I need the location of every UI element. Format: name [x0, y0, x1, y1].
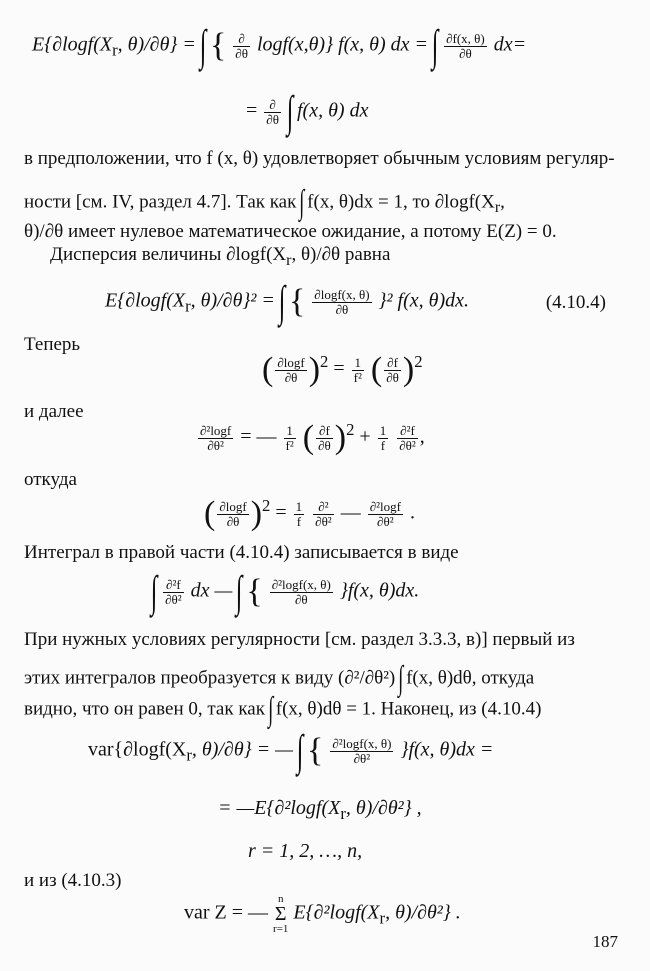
- para2: Интеграл в правой части (4.10.4) записывается в виде: [24, 542, 459, 563]
- para3-line1: При нужных условиях регулярности [см. раздел 3.3.3, в)] первый из: [24, 629, 575, 650]
- equation-number: (4.10.4): [545, 292, 606, 313]
- integral-sign: ∫: [398, 660, 404, 697]
- word-whence: откуда: [24, 469, 77, 490]
- eq1-lhs-sub: r: [112, 40, 118, 60]
- integral-sign: ∫: [299, 184, 305, 221]
- integral-sign: ∫: [278, 277, 286, 326]
- para1-line4: Дисперсия величины $\partial\log f(X_r$, θ)/∂θ равна: [50, 244, 391, 269]
- equation-squared-logf: ( $\frac{\partial\log f}{\partial\theta}$ )$^2$ = $\frac{1}{\text{f²}}$ ( $\frac{\partial f}{\partial\theta}$ )$^2$: [262, 351, 423, 389]
- sum-sign: n Σ r=1: [273, 893, 289, 935]
- eq1-df-frac: $\frac{\partial f(x, \theta)}{\partial\theta}$: [446, 30, 485, 61]
- eq1-lhs: E{∂logf(X: [32, 33, 113, 56]
- equation-expectation-integral: $E\{\partial\log f(X_r$, θ)/∂θ} = ∫ { $\frac{\partial}{\partial\theta}$ logf(x,θ)} f(x, θ) dx = ∫ $\frac{\partial f(x, \theta)}{\partial\theta}$ dx=: [32, 21, 527, 70]
- para1-line2: ности [см. IV, раздел 4.7]. Так как ∫ f(x, θ)dx = 1, то $\partial\log f(X_r$,: [24, 184, 505, 221]
- eq2-partial-frac: $\frac{\partial}{\partial\theta}$: [266, 96, 279, 127]
- integral-sign: ∫: [236, 567, 243, 616]
- eq1-mid: logf(x,θ)} f(x, θ) dx =: [256, 33, 429, 56]
- equation-variance: $E\{\partial\log f(X_r$, θ)/∂θ}² = ∫ { $\frac{\partial\log f(x, \theta)}{\partial\theta}$ }² f(x, θ)dx.: [105, 277, 469, 326]
- equation-index-range: r = 1, 2, …, n,: [248, 840, 363, 862]
- word-and-from: и из (4.10.3): [24, 870, 122, 891]
- equation-derivative-of-integral: = $\frac{\partial}{\partial\theta}$ ∫ f(x, θ) dx: [246, 87, 369, 136]
- eq1-tail: dx=: [493, 33, 527, 56]
- integral-sign: ∫: [286, 87, 294, 136]
- integral-sign: ∫: [296, 726, 304, 775]
- equation-identity: ( $\frac{\partial\log f}{\partial\theta}$ )$^2$ = $\frac{1}{f}$ $\frac{\text{∂²}}{\text{∂θ²}}$ — $\frac{\text{∂²logf}}{\text{∂θ²}}$ .: [204, 495, 415, 533]
- equation-neg-expectation: = $—E\{\partial^2\log f(X_r$, θ)/∂θ²} ,: [218, 797, 422, 823]
- eq2-body: f(x, θ) dx: [297, 99, 369, 122]
- para1-line3: θ)/∂θ имеет нулевое математическое ожидание, а потому E(Z) = 0.: [24, 221, 557, 242]
- integral-sign: ∫: [199, 21, 207, 70]
- para3-line3: видно, что он равен 0, так как ∫ f(x, θ)dθ = 1. Наконец, из (4.10.4): [24, 691, 542, 728]
- para3-line2: этих интегралов преобразуется к виду (∂²/∂θ²) ∫ f(x, θ)dθ, откуда: [24, 660, 535, 697]
- eq3-frac: $\frac{\partial\log f(x, \theta)}{\partial\theta}$: [314, 286, 370, 317]
- eq1-partial-frac: $\frac{\partial}{\partial\theta}$: [235, 30, 248, 61]
- integral-sign: ∫: [267, 691, 273, 728]
- para1-line1: в предположении, что f (x, θ) удовлетворяет обычным условиям регуляр-: [24, 148, 615, 169]
- equation-var-score: $var\{\partial\log f(X_r$, θ)/∂θ} = — ∫ { $\frac{\text{∂²logf(x, θ)}}{\text{∂θ²}}$ }f(x, θ)dx =: [88, 726, 494, 775]
- eq1-lhs-tail: , θ)/∂θ} =: [117, 33, 196, 56]
- equation-var-z: var Z = — n Σ r=1 $E\{\partial^2\log f(X_r$, θ)/∂θ²} .: [184, 893, 461, 935]
- word-now: Теперь: [24, 334, 81, 355]
- equation-integral-split: ∫ $\frac{\text{∂²f}}{\text{∂θ²}}$ dx — ∫ { $\frac{\text{∂²logf(x, θ)}}{\partial\theta}$ }f(x, θ)dx.: [150, 567, 420, 616]
- word-further: и далее: [24, 401, 84, 422]
- integral-sign: ∫: [150, 567, 158, 616]
- integral-sign: ∫: [431, 21, 439, 70]
- page-number: 187: [592, 932, 618, 951]
- equation-second-derivative: $\frac{\text{∂²logf}}{\text{∂θ²}}$ = — $\frac{1}{\text{f²}}$ ( $\frac{\partial f}{\partial\theta}$ )$^2$ + $\frac{1}{f}$ $\frac{\text{∂²f}}{\text{∂θ²}}$ ,: [200, 419, 425, 457]
